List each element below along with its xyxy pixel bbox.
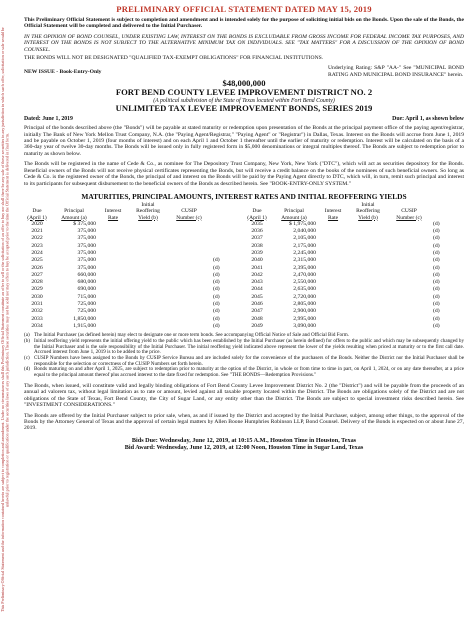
qualified-obligations-notice: THE BONDS WILL NOT BE DESIGNATED "QUALIFIED TAX-EXEMPT OBLIGATIONS" FOR FINANCIAL INSTITUTIONS. bbox=[24, 55, 324, 62]
interest-rate bbox=[98, 301, 128, 308]
cusip-number bbox=[388, 316, 430, 323]
interest-rate bbox=[98, 257, 128, 264]
reoffering-subheader: Yield (b) bbox=[138, 214, 158, 221]
maturity-row bbox=[24, 221, 464, 228]
maturity-row bbox=[24, 286, 464, 293]
dated-due-row bbox=[24, 116, 464, 122]
maturity-year: 2036 bbox=[251, 228, 263, 235]
issue-amount: $48,000,000 bbox=[222, 78, 266, 89]
offering-paragraph: The Bonds are offered by the Initial Purchaser subject to prior sale, when, as and if issued by the District and accepted by the Initial Purchaser, subject, among other things, to the approval of the Bonds by the Attorney General of Texas and the approval of certain legal matters by Allen Boone Humphries Robinson LLP, Bond Counsel. Delivery of the Bonds is expected on or about June 27, 2019. bbox=[24, 412, 464, 432]
principal-header: Principal bbox=[284, 208, 304, 215]
interest-rate bbox=[318, 235, 348, 242]
principal-amount: 690,000 bbox=[77, 286, 96, 293]
maturity-row bbox=[24, 316, 464, 323]
maturity-year: 2022 bbox=[31, 235, 43, 242]
maturity-year: 2043 bbox=[251, 279, 263, 286]
cusip-number bbox=[168, 250, 210, 257]
due-date: Due: April 1, as shown below bbox=[392, 116, 464, 123]
cusip-number bbox=[168, 279, 210, 286]
maturity-row bbox=[24, 265, 464, 272]
maturity-row bbox=[24, 272, 464, 279]
interest-rate bbox=[318, 250, 348, 257]
cusip-number bbox=[388, 286, 430, 293]
reoffering-yield bbox=[348, 272, 388, 279]
redemption-note: (d) bbox=[213, 322, 220, 329]
interest-rate bbox=[318, 265, 348, 272]
redemption-note: (d) bbox=[433, 242, 440, 249]
interest-rate bbox=[318, 308, 348, 315]
preliminary-disclaimer-sidebar: This Preliminary Official Statement and the information contained herein are subject to completion and amendment. Under no circumstances shall this Preliminary Official Statement constitute an offer to sell or the solicitation of an offer to buy nor shall there be any sale of these securities in any jurisdiction in which such offer, solicitation or sale would be unlawful prior to registration or qualification under the securities laws of any such jurisdiction. These securities may not be sold nor may offers to buy be accepted prior to the time the Official Statement is delivered in final form. bbox=[0, 27, 10, 613]
reoffering-yield bbox=[128, 221, 168, 228]
cusip-number bbox=[388, 272, 430, 279]
interest-rate bbox=[318, 301, 348, 308]
interest-rate bbox=[98, 294, 128, 301]
redemption-note: (d) bbox=[433, 308, 440, 315]
principal-amount: $ 1,975,000 bbox=[288, 220, 316, 227]
principal-amount: 725,000 bbox=[77, 301, 96, 308]
interest-header: Interest bbox=[324, 208, 342, 215]
reoffering-yield bbox=[348, 316, 388, 323]
interest-rate bbox=[98, 286, 128, 293]
reoffering-yield bbox=[128, 265, 168, 272]
maturity-row bbox=[24, 257, 464, 264]
district-name: FORT BEND COUNTY LEVEE IMPROVEMENT DISTRICT NO. 2 bbox=[115, 87, 373, 98]
maturity-row bbox=[24, 308, 464, 315]
interest-rate bbox=[98, 308, 128, 315]
redemption-note: (d) bbox=[433, 257, 440, 264]
redemption-note: (d) bbox=[433, 264, 440, 271]
principal-amount: 2,635,000 bbox=[293, 286, 316, 293]
maturity-year: 2045 bbox=[251, 293, 263, 300]
redemption-note: (d) bbox=[433, 293, 440, 300]
maturity-row bbox=[24, 235, 464, 242]
principal-subheader: Amount (a) bbox=[281, 214, 307, 221]
cusip-number bbox=[388, 265, 430, 272]
cusip-number bbox=[388, 235, 430, 242]
principal-amount: 2,805,000 bbox=[293, 301, 316, 308]
redemption-note: (d) bbox=[213, 279, 220, 286]
principal-amount: $ 375,000 bbox=[73, 220, 96, 227]
principal-amount: 2,470,000 bbox=[293, 271, 316, 278]
maturity-year: 2021 bbox=[31, 228, 43, 235]
underlying-rating: Underlying Rating: S&P "AA-" See "MUNICIPAL BOND RATING AND MUNICIPAL BOND INSURANCE" herein. bbox=[328, 65, 464, 78]
redemption-note bbox=[210, 221, 244, 228]
maturity-year: 2044 bbox=[251, 286, 263, 293]
bonds-title: UNLIMITED TAX LEVEE IMPROVEMENT BONDS, SERIES 2019 bbox=[115, 102, 373, 113]
obligations-paragraph: The Bonds, when issued, will constitute valid and legally binding obligations of Fort Bend County Levee Improvement District No. 2 (the "District") and will be payable from the proceeds of an annual ad valorem tax, without legal limitation as to rate or amount, levied against all taxable property located within the District. The Bonds are obligations solely of the District and are not obligations of the State of Texas, Fort Bend County, the City of Sugar Land, or any entity other than the District. The Bonds are subject to special investment risks described herein. See "INVESTMENT CONSIDERATIONS." bbox=[24, 382, 464, 409]
maturity-year: 2030 bbox=[31, 293, 43, 300]
cusip-number bbox=[388, 243, 430, 250]
maturity-year: 2035 bbox=[251, 220, 263, 227]
reoffering-yield bbox=[348, 323, 388, 330]
interest-rate bbox=[318, 228, 348, 235]
maturity-year: 2046 bbox=[251, 301, 263, 308]
maturity-year: 2048 bbox=[251, 315, 263, 322]
footnote-c: (c) CUSIP Numbers have been assigned to the Bonds by CUSIP Service Bureau and are included solely for the convenience of the purchasers of the Bonds. Neither the District nor the Initial Purchaser shall be responsible for the selection or correctness of the CUSIP Numbers set forth herein. bbox=[24, 355, 464, 367]
interest-subheader: Rate bbox=[107, 214, 119, 221]
redemption-note: (d) bbox=[213, 301, 220, 308]
interest-rate bbox=[98, 279, 128, 286]
maturity-year: 2038 bbox=[251, 242, 263, 249]
footnotes bbox=[24, 333, 464, 379]
interest-rate bbox=[98, 316, 128, 323]
dated-date: Dated: June 1, 2019 bbox=[24, 116, 73, 123]
maturity-year: 2029 bbox=[31, 286, 43, 293]
redemption-note: (d) bbox=[433, 220, 440, 227]
maturity-row bbox=[24, 250, 464, 257]
reoffering-yield bbox=[128, 272, 168, 279]
interest-rate bbox=[98, 221, 128, 228]
redemption-note: (d) bbox=[433, 228, 440, 235]
due-header: Due bbox=[252, 208, 262, 215]
interest-rate bbox=[98, 250, 128, 257]
issue-row bbox=[24, 65, 464, 78]
cusip-number bbox=[388, 323, 430, 330]
reoffering-yield bbox=[128, 316, 168, 323]
maturity-year: 2032 bbox=[31, 308, 43, 315]
cusip-subheader: Number (c) bbox=[396, 214, 422, 221]
reoffering-yield bbox=[128, 308, 168, 315]
reoffering-yield bbox=[348, 221, 388, 228]
cusip-number bbox=[168, 228, 210, 235]
interest-rate bbox=[318, 323, 348, 330]
interest-rate bbox=[98, 265, 128, 272]
principal-amount: 2,550,000 bbox=[293, 279, 316, 286]
maturity-year: 2024 bbox=[31, 249, 43, 256]
maturity-year: 2039 bbox=[251, 249, 263, 256]
principal-amount: 375,000 bbox=[77, 228, 96, 235]
tax-opinion-notice: IN THE OPINION OF BOND COUNSEL, UNDER EXISTING LAW, INTEREST ON THE BONDS IS EXCLUDABLE FROM GROSS INCOME FOR FEDERAL INCOME TAX PURPOSES, AND INTEREST ON THE BONDS IS NOT SUBJECT TO THE ALTERNATIVE MINIMUM TAX ON INDIVIDUALS. SEE "TAX MATTERS" FOR A DISCUSSION OF THE OPINION OF BOND COUNSEL. bbox=[24, 33, 464, 53]
cusip-number bbox=[168, 323, 210, 330]
interest-rate bbox=[98, 235, 128, 242]
cusip-number bbox=[168, 316, 210, 323]
reoffering-yield bbox=[128, 257, 168, 264]
principal-amount: 375,000 bbox=[77, 257, 96, 264]
bid-award: Bid Award: Wednesday, June 12, 2019, at 12:00 Noon, Houston Time in Sugar Land, Texas bbox=[124, 444, 364, 452]
redemption-note: (d) bbox=[433, 249, 440, 256]
maturity-row bbox=[24, 279, 464, 286]
reoffering-yield bbox=[128, 294, 168, 301]
interest-rate bbox=[98, 272, 128, 279]
redemption-note: (d) bbox=[433, 315, 440, 322]
redemption-note bbox=[210, 228, 244, 235]
maturity-year: 2034 bbox=[31, 322, 43, 329]
cusip-number bbox=[168, 243, 210, 250]
principal-amount: 2,315,000 bbox=[293, 257, 316, 264]
cusip-number bbox=[168, 265, 210, 272]
redemption-note: (d) bbox=[433, 301, 440, 308]
reoffering-yield bbox=[128, 250, 168, 257]
reoffering-yield bbox=[348, 301, 388, 308]
cusip-number bbox=[168, 308, 210, 315]
reoffering-yield bbox=[128, 235, 168, 242]
redemption-note: (d) bbox=[433, 271, 440, 278]
reoffering-yield bbox=[348, 308, 388, 315]
redemption-note: (d) bbox=[213, 315, 220, 322]
principal-amount: 375,000 bbox=[77, 242, 96, 249]
due-header: Due bbox=[32, 208, 42, 215]
due-subheader: (April 1) bbox=[247, 214, 267, 221]
redemption-note: (d) bbox=[433, 286, 440, 293]
maturity-row bbox=[24, 228, 464, 235]
principal-amount: 2,105,000 bbox=[293, 235, 316, 242]
principal-amount: 2,040,000 bbox=[293, 228, 316, 235]
principal-subheader: Amount (a) bbox=[61, 214, 87, 221]
cusip-number bbox=[168, 286, 210, 293]
reoffering-header: Reoffering bbox=[356, 208, 380, 215]
maturities-heading: MATURITIES, PRINCIPAL AMOUNTS, INTEREST RATES AND INITIAL REOFFERING YIELDS bbox=[81, 191, 407, 201]
principal-amount: 715,000 bbox=[77, 293, 96, 300]
reoffering-yield bbox=[348, 228, 388, 235]
cusip-number bbox=[388, 279, 430, 286]
maturity-year: 2023 bbox=[31, 242, 43, 249]
maturity-row bbox=[24, 294, 464, 301]
cusip-number bbox=[168, 221, 210, 228]
principal-amount: 2,900,000 bbox=[293, 308, 316, 315]
maturity-row bbox=[24, 301, 464, 308]
reoffering-yield bbox=[348, 235, 388, 242]
cusip-number bbox=[388, 221, 430, 228]
cusip-subheader: Number (c) bbox=[176, 214, 202, 221]
cusip-number bbox=[388, 308, 430, 315]
maturity-schedule-table bbox=[24, 202, 464, 330]
cusip-number bbox=[168, 294, 210, 301]
document-page bbox=[24, 4, 464, 452]
preliminary-title: PRELIMINARY OFFICIAL STATEMENT DATED MAY 15, 2019 bbox=[116, 4, 372, 14]
reoffering-yield bbox=[128, 279, 168, 286]
interest-rate bbox=[318, 279, 348, 286]
reoffering-yield bbox=[128, 286, 168, 293]
maturity-year: 2041 bbox=[251, 264, 263, 271]
principal-amount: 3,090,000 bbox=[293, 322, 316, 329]
initial-header: Initial bbox=[141, 201, 155, 208]
reoffering-yield bbox=[348, 243, 388, 250]
principal-amount: 375,000 bbox=[77, 264, 96, 271]
cusip-number bbox=[168, 272, 210, 279]
reoffering-yield bbox=[128, 301, 168, 308]
redemption-note: (d) bbox=[213, 264, 220, 271]
maturity-row bbox=[24, 243, 464, 250]
redemption-note: (d) bbox=[433, 235, 440, 242]
maturity-year: 2020 bbox=[31, 220, 43, 227]
maturity-year: 2033 bbox=[31, 315, 43, 322]
initial-header: Initial bbox=[361, 201, 375, 208]
principal-amount: 660,000 bbox=[77, 271, 96, 278]
maturity-year: 2025 bbox=[31, 257, 43, 264]
maturity-year: 2047 bbox=[251, 308, 263, 315]
interest-header: Interest bbox=[104, 208, 122, 215]
new-issue-label: NEW ISSUE - Book-Entry-Only bbox=[24, 69, 102, 76]
registration-paragraph: The Bonds will be registered in the name of Cede & Co., as nominee for The Depository Trust Company, New York, New York ("DTC"), which will act as securities depository for the Bonds. Beneficial owners of the Bonds will not receive physical certificates representing the Bonds, but will receive a credit balance on the books of the nominees of such beneficial owners. So long as Cede & Co. is the registered owner of the Bonds, the principal of and interest on the Bonds will be paid by the Paying Agent directly to DTC, which will, in turn, remit such principal and interest to its participants for subsequent disbursement to the beneficial owners of the Bonds as described herein. See "BOOK-ENTRY-ONLY SYSTEM." bbox=[24, 161, 464, 187]
interest-rate bbox=[318, 316, 348, 323]
due-subheader: (April 1) bbox=[27, 214, 47, 221]
principal-amount: 2,995,000 bbox=[293, 315, 316, 322]
interest-subheader: Rate bbox=[327, 214, 339, 221]
maturity-year: 2049 bbox=[251, 322, 263, 329]
maturity-year: 2027 bbox=[31, 271, 43, 278]
principal-amount: 2,175,000 bbox=[293, 242, 316, 249]
maturity-year: 2031 bbox=[31, 301, 43, 308]
maturity-year: 2042 bbox=[251, 271, 263, 278]
bids-due: Bids Due: Wednesday, June 12, 2019, at 10:15 A.M., Houston Time in Houston, Texas bbox=[131, 436, 357, 444]
interest-rate bbox=[318, 294, 348, 301]
reoffering-yield bbox=[348, 250, 388, 257]
principal-amount: 2,245,000 bbox=[293, 249, 316, 256]
principal-amount: 2,395,000 bbox=[293, 264, 316, 271]
redemption-note: (d) bbox=[213, 257, 220, 264]
principal-amount: 680,000 bbox=[77, 279, 96, 286]
redemption-note: (d) bbox=[433, 279, 440, 286]
reoffering-yield bbox=[128, 243, 168, 250]
interest-rate bbox=[318, 243, 348, 250]
maturity-year: 2037 bbox=[251, 235, 263, 242]
reoffering-yield bbox=[128, 228, 168, 235]
reoffering-yield bbox=[348, 265, 388, 272]
reoffering-yield bbox=[128, 323, 168, 330]
principal-amount: 725,000 bbox=[77, 308, 96, 315]
redemption-note bbox=[210, 235, 244, 242]
maturity-year: 2028 bbox=[31, 279, 43, 286]
bid-schedule bbox=[24, 437, 464, 452]
redemption-note: (d) bbox=[433, 322, 440, 329]
interest-rate bbox=[318, 221, 348, 228]
maturity-rows bbox=[24, 221, 464, 330]
interest-rate bbox=[98, 243, 128, 250]
principal-amount: 1,915,000 bbox=[73, 322, 96, 329]
cusip-number bbox=[168, 301, 210, 308]
principal-header: Principal bbox=[64, 208, 84, 215]
interest-rate bbox=[318, 272, 348, 279]
cusip-header: CUSIP bbox=[181, 208, 197, 215]
interest-rate bbox=[318, 286, 348, 293]
principal-amount: 2,720,000 bbox=[293, 293, 316, 300]
reoffering-subheader: Yield (b) bbox=[358, 214, 378, 221]
redemption-note: (d) bbox=[213, 293, 220, 300]
cusip-number bbox=[168, 257, 210, 264]
footnote-d: (d) Bonds maturing on and after April 1, 2025, are subject to redemption prior to maturity at the option of the District, in whole or from time to time in part, on April 1, 2024, or on any date thereafter, at a price equal to the principal amount thereof plus accrued interest to the date fixed for redemption. See "THE BONDS—Redemption Provisions." bbox=[24, 366, 464, 379]
footnote-b: (b) Initial reoffering yield represents the initial offering yield to the public which has been established by the Initial Purchaser (as herein defined) for offers to the public and which may be subsequently changed by the Initial Purchaser and is the sole responsibility of the Initial Purchaser. The initial reoffering yield indicated above represent the lower of the yields resulting when priced at maturity or to the first call date. Accrued interest from June 1, 2019 is to be added to the price. bbox=[24, 337, 464, 356]
reoffering-yield bbox=[348, 257, 388, 264]
maturity-year: 2040 bbox=[251, 257, 263, 264]
redemption-note: (d) bbox=[213, 308, 220, 315]
cusip-number bbox=[388, 257, 430, 264]
principal-amount: 1,850,000 bbox=[73, 315, 96, 322]
principal-amount: 375,000 bbox=[77, 235, 96, 242]
maturity-row bbox=[24, 323, 464, 330]
reoffering-header: Reoffering bbox=[136, 208, 160, 215]
redemption-note: (d) bbox=[213, 286, 220, 293]
interest-rate bbox=[98, 228, 128, 235]
reoffering-yield bbox=[348, 279, 388, 286]
political-subdivision: (A political subdivision of the State of Texas located within Fort Bend County) bbox=[153, 97, 335, 104]
principal-paragraph: Principal of the bonds described above (the "Bonds") will be payable at stated maturity or redemption upon presentation of the Bonds at the principal payment office of the paying agent/registrar, initially The Bank of New York Mellon Trust Company, N.A. (the "Paying Agent/Registrar," "Paying Agent" or "Registrar") in Dallas, Texas. Interest on the Bonds will accrue from June 1, 2019 and be payable on October 1, 2019 (four months of interest) and on each April 1 and October 1 thereafter until the earlier of maturity or redemption. Interest will be calculated on the basis of a 360-day year of twelve 30-day months. The Bonds will be issued only in fully registered form in $5,000 denominations or integral multiples thereof. The Bonds are subject to redemption prior to maturity as shown below. bbox=[24, 125, 464, 157]
cusip-number bbox=[168, 235, 210, 242]
redemption-note: (d) bbox=[213, 271, 220, 278]
footnote-a: (a) The Initial Purchaser (as defined herein) may elect to designate one or more term bonds. See accompanying Official Notice of Sale and Official Bid Form. bbox=[24, 332, 349, 339]
reoffering-yield bbox=[348, 294, 388, 301]
principal-amount: 375,000 bbox=[77, 249, 96, 256]
subject-to-completion-notice: This Preliminary Official Statement is subject to completion and amendment and is intended solely for the purpose of soliciting initial bids on the Bonds. Upon the sale of the Bonds, the Official Statement will be completed and delivered to the Initial Purchaser. bbox=[24, 17, 464, 30]
interest-rate bbox=[318, 257, 348, 264]
cusip-number bbox=[388, 294, 430, 301]
reoffering-yield bbox=[348, 286, 388, 293]
maturity-year: 2026 bbox=[31, 264, 43, 271]
interest-rate bbox=[98, 323, 128, 330]
cusip-number bbox=[388, 250, 430, 257]
cusip-number bbox=[388, 301, 430, 308]
redemption-note bbox=[210, 243, 244, 250]
cusip-header: CUSIP bbox=[401, 208, 417, 215]
cusip-number bbox=[388, 228, 430, 235]
